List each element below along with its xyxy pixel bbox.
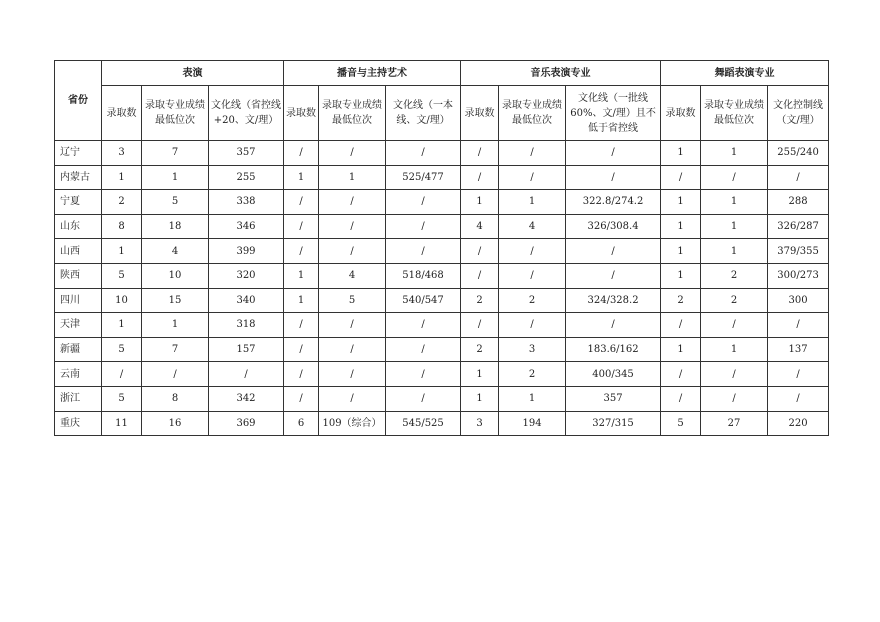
table-cell: / <box>566 165 661 190</box>
province-cell: 新疆 <box>55 337 102 362</box>
table-cell: / <box>319 386 386 411</box>
table-cell: 255/240 <box>768 141 829 166</box>
table-cell: 357 <box>566 386 661 411</box>
table-cell: 1 <box>661 214 701 239</box>
table-cell: / <box>499 165 566 190</box>
table-cell: / <box>499 141 566 166</box>
table-cell: 1 <box>701 337 768 362</box>
table-cell: 369 <box>209 411 284 436</box>
table-row <box>55 214 829 239</box>
sub-header: 录取专业成绩最低位次 <box>142 86 209 141</box>
table-cell: 7 <box>142 141 209 166</box>
table-cell: / <box>319 362 386 387</box>
table-cell: / <box>386 386 461 411</box>
table-cell: 183.6/162 <box>566 337 661 362</box>
table-cell: / <box>386 313 461 338</box>
table-cell: / <box>661 362 701 387</box>
province-cell: 云南 <box>55 362 102 387</box>
table-cell: 15 <box>142 288 209 313</box>
table-cell: 1 <box>461 386 499 411</box>
table-cell: 2 <box>701 263 768 288</box>
table-row <box>55 239 829 264</box>
table-cell: 1 <box>661 190 701 215</box>
table-cell: / <box>566 263 661 288</box>
table-cell: 3 <box>499 337 566 362</box>
table-cell: / <box>284 141 319 166</box>
group-header-row <box>55 61 829 86</box>
table-cell: / <box>284 313 319 338</box>
table-cell: 5 <box>142 190 209 215</box>
table-cell: / <box>284 190 319 215</box>
table-cell: 1 <box>701 190 768 215</box>
table-cell: 157 <box>209 337 284 362</box>
table-cell: 5 <box>102 386 142 411</box>
table-cell: / <box>499 263 566 288</box>
table-cell: 399 <box>209 239 284 264</box>
table-cell: 545/525 <box>386 411 461 436</box>
table-cell: 1 <box>661 337 701 362</box>
province-cell: 天津 <box>55 313 102 338</box>
table-cell: 1 <box>142 165 209 190</box>
table-cell: 18 <box>142 214 209 239</box>
table-cell: / <box>461 313 499 338</box>
table-cell: 255 <box>209 165 284 190</box>
table-cell: 1 <box>661 239 701 264</box>
table-cell: 1 <box>661 263 701 288</box>
table-cell: 400/345 <box>566 362 661 387</box>
table-row <box>55 337 829 362</box>
sub-header: 录取数 <box>284 86 319 141</box>
group-header-acting: 表演 <box>102 61 284 86</box>
table-cell: 1 <box>284 165 319 190</box>
table-cell: / <box>701 313 768 338</box>
table-cell: 540/547 <box>386 288 461 313</box>
table-cell: 10 <box>142 263 209 288</box>
table-cell: 1 <box>284 288 319 313</box>
table-cell: / <box>461 165 499 190</box>
province-cell: 宁夏 <box>55 190 102 215</box>
table-cell: / <box>661 386 701 411</box>
table-cell: 1 <box>284 263 319 288</box>
table-cell: 220 <box>768 411 829 436</box>
province-cell: 重庆 <box>55 411 102 436</box>
table-cell: / <box>499 239 566 264</box>
table-cell: / <box>701 386 768 411</box>
table-cell: 3 <box>102 141 142 166</box>
province-cell: 山东 <box>55 214 102 239</box>
table-cell: 1 <box>102 165 142 190</box>
table-cell: / <box>461 239 499 264</box>
table-cell: 1 <box>102 313 142 338</box>
table-cell: 288 <box>768 190 829 215</box>
table-row <box>55 190 829 215</box>
table-cell: / <box>386 141 461 166</box>
table-cell: / <box>284 337 319 362</box>
province-cell: 内蒙古 <box>55 165 102 190</box>
table-cell: 8 <box>142 386 209 411</box>
table-cell: 318 <box>209 313 284 338</box>
table-cell: 342 <box>209 386 284 411</box>
table-cell: / <box>284 362 319 387</box>
table-cell: / <box>768 386 829 411</box>
table-cell: 346 <box>209 214 284 239</box>
table-cell: 4 <box>499 214 566 239</box>
sub-header-row <box>55 86 829 141</box>
table-cell: 326/287 <box>768 214 829 239</box>
table-cell: 2 <box>102 190 142 215</box>
table-cell: 2 <box>661 288 701 313</box>
table-cell: / <box>319 190 386 215</box>
table-cell: 2 <box>701 288 768 313</box>
table-cell: 1 <box>102 239 142 264</box>
table-cell: / <box>386 337 461 362</box>
table-cell: 320 <box>209 263 284 288</box>
sub-header: 文化控制线（文/理） <box>768 86 829 141</box>
sub-header: 文化线（一本线、文/理） <box>386 86 461 141</box>
province-cell: 山西 <box>55 239 102 264</box>
sub-header: 录取数 <box>661 86 701 141</box>
table-cell: 7 <box>142 337 209 362</box>
table-cell: / <box>319 141 386 166</box>
table-cell: 16 <box>142 411 209 436</box>
table-cell: 3 <box>461 411 499 436</box>
table-cell: / <box>284 386 319 411</box>
table-row <box>55 263 829 288</box>
table-cell: 1 <box>701 141 768 166</box>
table-row <box>55 362 829 387</box>
table-cell: 525/477 <box>386 165 461 190</box>
table-cell: / <box>701 165 768 190</box>
table-cell: / <box>768 362 829 387</box>
table-cell: 1 <box>661 141 701 166</box>
table-cell: 5 <box>319 288 386 313</box>
table-cell: / <box>566 141 661 166</box>
table-cell: 4 <box>319 263 386 288</box>
table-cell: 324/328.2 <box>566 288 661 313</box>
table-cell: 379/355 <box>768 239 829 264</box>
table-cell: 1 <box>701 239 768 264</box>
table-cell: / <box>284 239 319 264</box>
table-cell: 300/273 <box>768 263 829 288</box>
table-cell: 194 <box>499 411 566 436</box>
group-header-music: 音乐表演专业 <box>461 61 661 86</box>
table-cell: / <box>284 214 319 239</box>
table-cell: 1 <box>499 190 566 215</box>
province-cell: 浙江 <box>55 386 102 411</box>
table-cell: 340 <box>209 288 284 313</box>
sub-header: 文化线（省控线+20、文/理） <box>209 86 284 141</box>
table-cell: / <box>319 313 386 338</box>
table-cell: 11 <box>102 411 142 436</box>
table-cell: 5 <box>102 263 142 288</box>
table-cell: 5 <box>102 337 142 362</box>
table-cell: 1 <box>701 214 768 239</box>
table-cell: 4 <box>142 239 209 264</box>
table-cell: 322.8/274.2 <box>566 190 661 215</box>
table-cell: / <box>461 141 499 166</box>
table-cell: 1 <box>499 386 566 411</box>
table-body <box>55 141 829 436</box>
table-cell: 1 <box>319 165 386 190</box>
table-cell: / <box>319 239 386 264</box>
table-cell: 2 <box>461 337 499 362</box>
table-cell: 10 <box>102 288 142 313</box>
table-cell: / <box>566 239 661 264</box>
table-cell: / <box>142 362 209 387</box>
group-header-dance: 舞蹈表演专业 <box>661 61 829 86</box>
table-cell: / <box>209 362 284 387</box>
province-cell: 四川 <box>55 288 102 313</box>
table-cell: / <box>386 190 461 215</box>
table-cell: 327/315 <box>566 411 661 436</box>
table-cell: 2 <box>499 288 566 313</box>
table-cell: / <box>386 239 461 264</box>
table-cell: / <box>102 362 142 387</box>
group-header-broadcasting: 播音与主持艺术 <box>284 61 461 86</box>
table-cell: 4 <box>461 214 499 239</box>
table-cell: 5 <box>661 411 701 436</box>
sub-header: 录取专业成绩最低位次 <box>499 86 566 141</box>
table-cell: 27 <box>701 411 768 436</box>
table-cell: 8 <box>102 214 142 239</box>
table-cell: / <box>386 362 461 387</box>
table-cell: 1 <box>461 190 499 215</box>
province-cell: 陕西 <box>55 263 102 288</box>
table-cell: / <box>661 165 701 190</box>
table-row <box>55 411 829 436</box>
sub-header: 录取专业成绩最低位次 <box>319 86 386 141</box>
table-cell: 1 <box>461 362 499 387</box>
sub-header: 录取专业成绩最低位次 <box>701 86 768 141</box>
table-cell: / <box>566 313 661 338</box>
table-cell: / <box>661 313 701 338</box>
table-cell: / <box>499 313 566 338</box>
table-cell: 1 <box>142 313 209 338</box>
table-cell: / <box>319 337 386 362</box>
table-cell: 300 <box>768 288 829 313</box>
province-cell: 辽宁 <box>55 141 102 166</box>
table-row <box>55 386 829 411</box>
table-cell: / <box>461 263 499 288</box>
table-cell: / <box>319 214 386 239</box>
table-cell: 518/468 <box>386 263 461 288</box>
sub-header: 录取数 <box>461 86 499 141</box>
table-cell: 2 <box>461 288 499 313</box>
table-cell: 109（综合） <box>319 411 386 436</box>
table-cell: 6 <box>284 411 319 436</box>
table-cell: 357 <box>209 141 284 166</box>
table-cell: 338 <box>209 190 284 215</box>
table-row <box>55 288 829 313</box>
sub-header: 文化线（一批线60%、文/理）且不低于省控线 <box>566 86 661 141</box>
table-cell: 2 <box>499 362 566 387</box>
table-cell: / <box>768 313 829 338</box>
table-row <box>55 165 829 190</box>
province-header: 省份 <box>55 61 102 141</box>
table-cell: / <box>768 165 829 190</box>
table-cell: 326/308.4 <box>566 214 661 239</box>
sub-header: 录取数 <box>102 86 142 141</box>
table-cell: / <box>386 214 461 239</box>
table-row <box>55 313 829 338</box>
admission-score-table <box>54 60 829 436</box>
table-cell: 137 <box>768 337 829 362</box>
table-cell: / <box>701 362 768 387</box>
table-row <box>55 141 829 166</box>
